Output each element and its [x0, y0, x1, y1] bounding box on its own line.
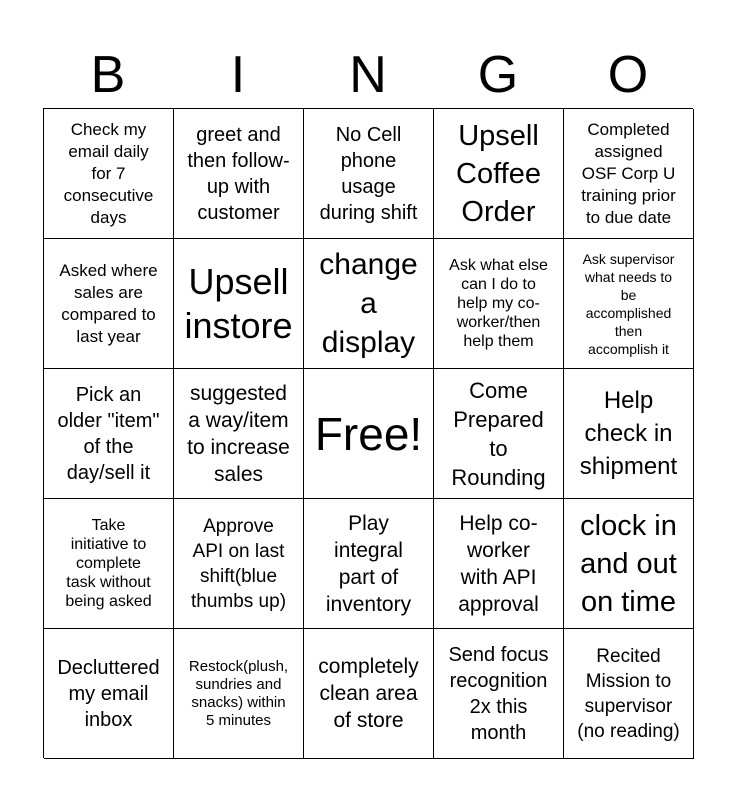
bingo-cell-text: Come Prepared to Rounding [451, 377, 546, 490]
bingo-cell-text: Upsell instore [184, 260, 293, 346]
bingo-cell-text: Pick an older "item" of the day/sell it [57, 383, 160, 484]
bingo-cell-text: Upsell Coffee Order [456, 119, 541, 228]
bingo-cell[interactable] [304, 109, 434, 239]
header-letter-n: N [349, 46, 387, 104]
bingo-cell-text: suggested a way/item to increase sales [187, 381, 290, 486]
bingo-cell[interactable] [564, 499, 694, 629]
bingo-cell[interactable] [304, 499, 434, 629]
free-space-text: Free! [314, 407, 423, 460]
bingo-cell-text: Play integral part of inventory [325, 511, 412, 616]
bingo-cell[interactable] [174, 499, 304, 629]
bingo-cell-text: No Cell phone usage during shift [319, 123, 418, 224]
bingo-cell[interactable] [174, 239, 304, 369]
bingo-card-grid [43, 108, 693, 758]
bingo-cell-text: Check my email daily for 7 consecutive days [63, 119, 154, 227]
bingo-cell[interactable] [174, 369, 304, 499]
bingo-cell-text: greet and then follow- up with customer [187, 123, 290, 224]
bingo-cell-text: change a display [319, 248, 418, 359]
bingo-cell[interactable] [564, 369, 694, 499]
bingo-cell-text: Restock(plush, sundries and snacks) within 5 minutes [188, 657, 289, 729]
bingo-cell[interactable] [44, 369, 174, 499]
header-letter-o: O [607, 46, 649, 104]
bingo-cell[interactable] [434, 499, 564, 629]
bingo-cell-text: Ask what else can I do to help my co- worker/then help them [449, 257, 548, 350]
bingo-cell-text: Help co- worker with API approval [458, 511, 539, 616]
bingo-cell[interactable] [564, 239, 694, 369]
bingo-cell[interactable] [44, 109, 174, 239]
bingo-cell-text: clock in and out on time [580, 509, 677, 618]
bingo-cell[interactable] [174, 109, 304, 239]
bingo-cell-text: Approve API on last shift(blue thumbs up) [190, 515, 287, 612]
bingo-cell[interactable] [564, 109, 694, 239]
bingo-header [43, 42, 693, 108]
bingo-cell[interactable] [44, 499, 174, 629]
bingo-cell[interactable] [174, 629, 304, 759]
bingo-cell[interactable] [434, 629, 564, 759]
bingo-cell[interactable] [434, 109, 564, 239]
bingo-cell[interactable] [44, 239, 174, 369]
bingo-cell-text: completely clean area of store [318, 655, 419, 732]
free-space[interactable] [304, 369, 434, 499]
bingo-cell[interactable] [434, 369, 564, 499]
bingo-cell-text: Take initiative to complete task without being asked [65, 517, 152, 610]
bingo-cell[interactable] [304, 629, 434, 759]
bingo-cell-text: Decluttered my email inbox [57, 656, 160, 731]
bingo-cell[interactable] [44, 629, 174, 759]
bingo-cell[interactable] [304, 239, 434, 369]
bingo-cell-text: Help check in shipment [579, 387, 678, 480]
bingo-cell-text: Ask supervisor what needs to be accomplished then accomplish it [582, 250, 675, 357]
bingo-cell-text: Recited Mission to supervisor (no reading) [577, 645, 680, 742]
bingo-cell-text: Completed assigned OSF Corp U training prior to due date [581, 119, 676, 227]
header-letter-b: B [90, 46, 126, 104]
bingo-cell-text: Send focus recognition 2x this month [448, 643, 549, 744]
header-letter-g: G [477, 46, 519, 104]
bingo-cell-text: Asked where sales are compared to last year [59, 260, 158, 346]
bingo-cell[interactable] [564, 629, 694, 759]
bingo-cell[interactable] [434, 239, 564, 369]
header-letter-i: I [230, 46, 246, 104]
